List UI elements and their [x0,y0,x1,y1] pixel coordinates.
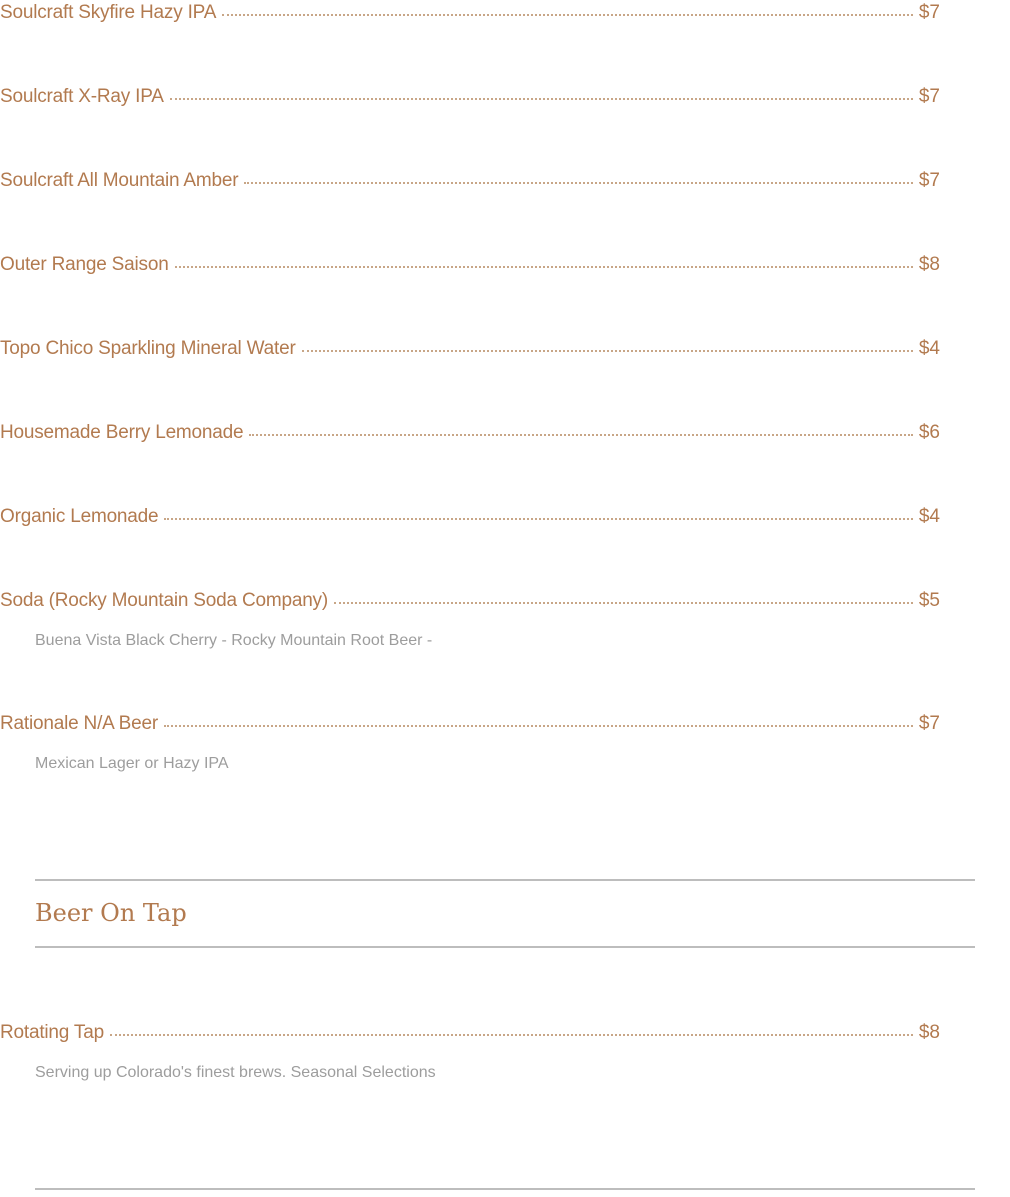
item-description: Serving up Colorado's finest brews. Seasonal Selections [35,1064,436,1081]
dot-leader [222,14,913,16]
item-price: $4 [918,506,940,527]
item-name: Soda (Rocky Mountain Soda Company) [0,590,328,611]
item-price: $8 [918,1022,940,1043]
menu-item [0,86,940,112]
item-name: Organic Lemonade [0,506,159,527]
menu-item [0,170,940,196]
section-divider-bottom [35,946,975,948]
dot-leader [302,350,913,352]
item-price: $6 [918,422,940,443]
dot-leader [249,434,912,436]
menu-item [0,338,940,364]
section-divider [35,1188,975,1190]
item-name: Soulcraft X-Ray IPA [0,86,164,107]
dot-leader [110,1034,913,1036]
dot-leader [170,98,913,100]
item-name: Housemade Berry Lemonade [0,422,244,443]
menu-item [0,590,940,616]
menu-item [0,422,940,448]
item-price: $8 [918,254,940,275]
section-divider-top [35,879,975,881]
item-price: $7 [918,86,940,107]
item-name: Outer Range Saison [0,254,169,275]
item-description: Mexican Lager or Hazy IPA [35,755,229,772]
item-price: $4 [918,338,940,359]
menu-item [0,254,940,280]
item-price: $7 [918,2,940,23]
item-name: Soulcraft Skyfire Hazy IPA [0,2,217,23]
item-price: $7 [918,713,940,734]
dot-leader [175,266,913,268]
item-name: Topo Chico Sparkling Mineral Water [0,338,296,359]
item-price: $5 [918,590,940,611]
menu-item [0,713,940,739]
item-name: Rotating Tap [0,1022,104,1043]
dot-leader [244,182,913,184]
menu-item [0,506,940,532]
item-name: Rationale N/A Beer [0,713,158,734]
dot-leader [164,725,913,727]
section-title: Beer On Tap [35,899,187,927]
dot-leader [334,602,913,604]
menu-item [0,2,940,28]
menu-item [0,1022,940,1048]
item-description: Buena Vista Black Cherry - Rocky Mountain Root Beer - [35,632,433,649]
item-name: Soulcraft All Mountain Amber [0,170,239,191]
dot-leader [164,518,912,520]
item-price: $7 [918,170,940,191]
